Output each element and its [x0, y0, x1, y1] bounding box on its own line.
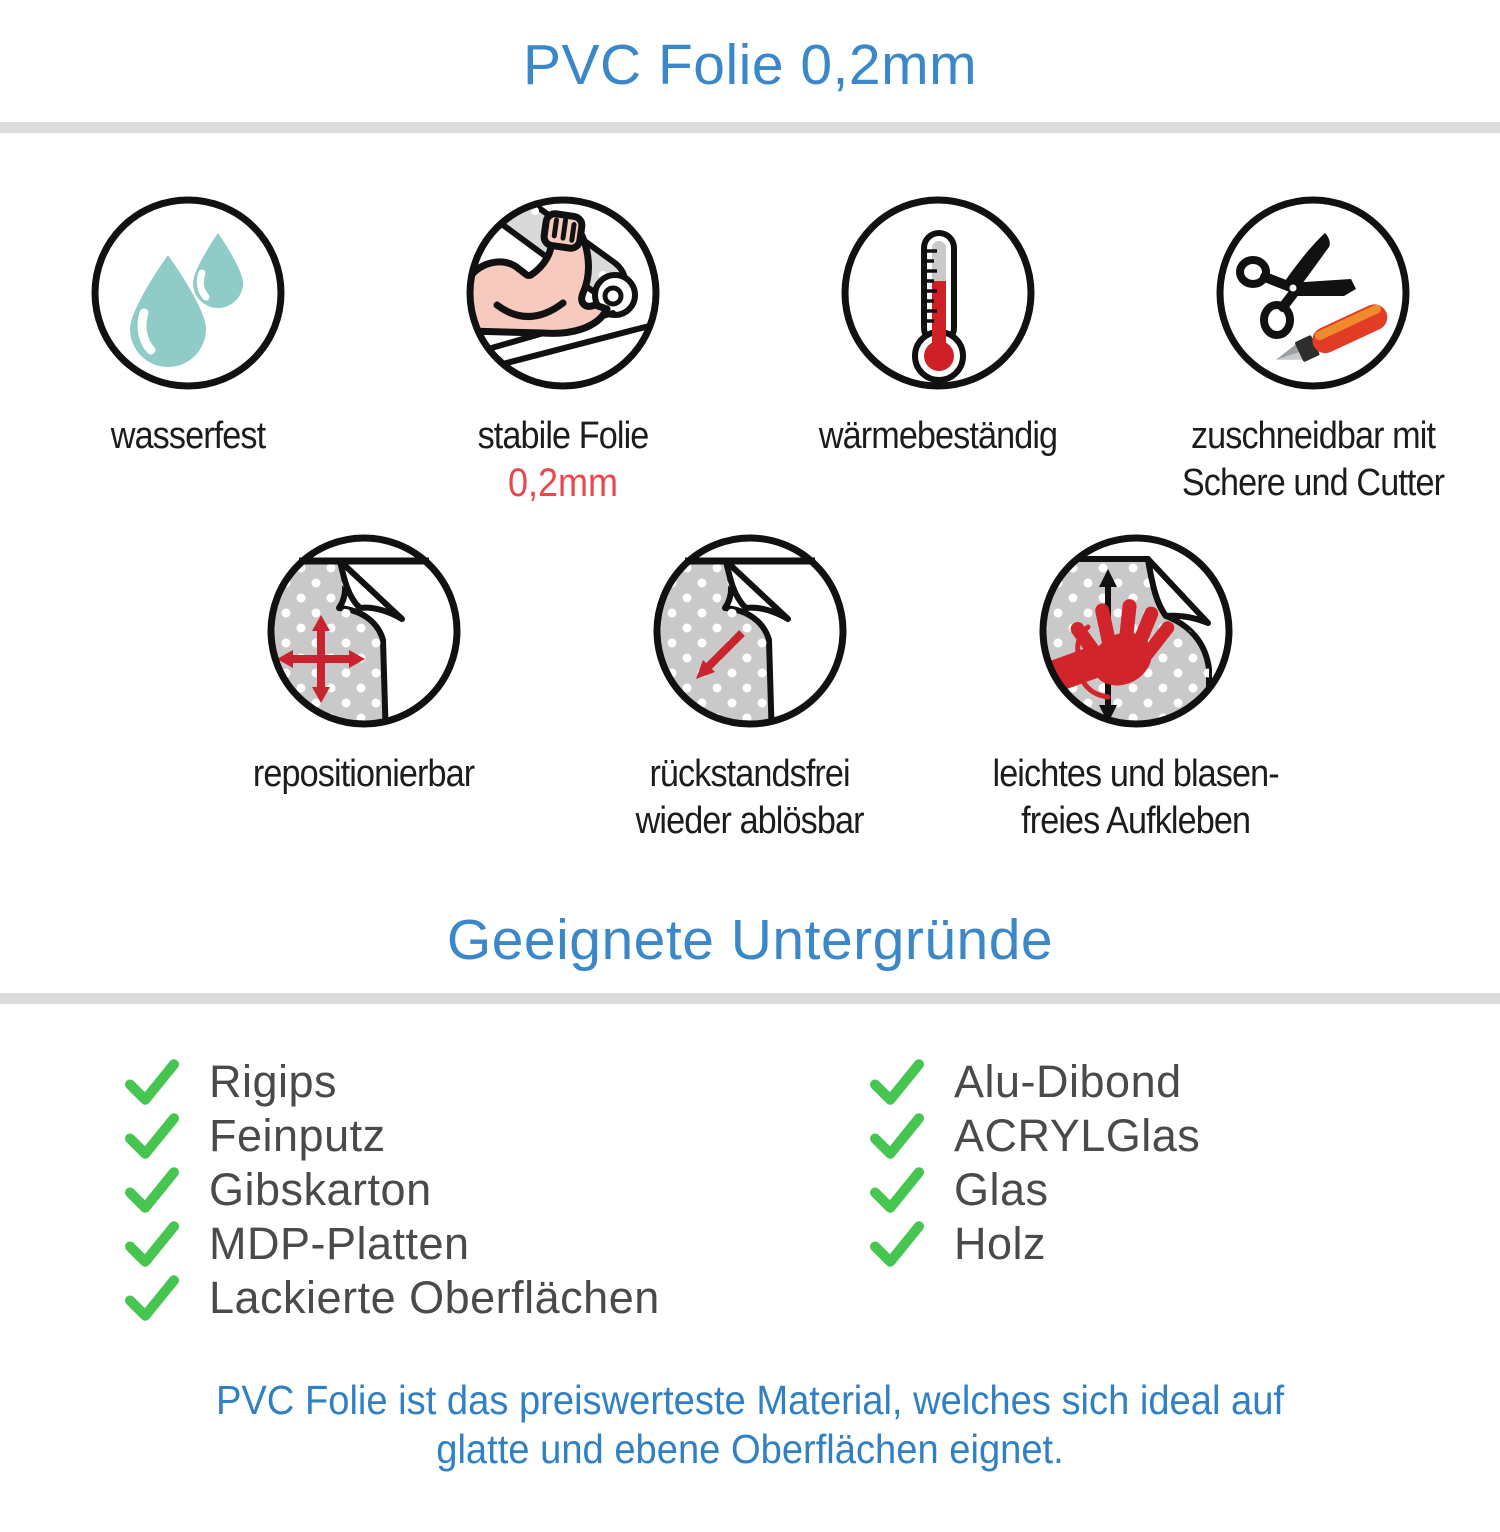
feature-bubble-free — [943, 531, 1329, 845]
water-drops-icon — [88, 193, 288, 393]
feature-heat-resistant — [750, 193, 1125, 460]
check-icon — [125, 1275, 179, 1321]
thermometer-icon — [838, 193, 1038, 393]
feature-label: leichtes und blasen- freies Aufkleben — [992, 753, 1280, 842]
check-icon — [125, 1167, 179, 1213]
list-item-label: MDP-Platten — [209, 1218, 470, 1269]
footer-note: PVC Folie ist das preiswerteste Material, welches sich ideal auf glatte und ebene Oberflächen eignet. — [215, 1377, 1285, 1472]
check-icon — [870, 1221, 924, 1267]
list-item — [125, 1164, 765, 1215]
list-item-label: ACRYLGlas — [954, 1110, 1201, 1161]
check-icon — [125, 1113, 179, 1159]
list-item-label: Holz — [954, 1218, 1047, 1269]
list-item-label: Alu-Dibond — [954, 1056, 1182, 1107]
list-item-label: Lackierte Oberflächen — [209, 1272, 660, 1323]
page-title: PVC Folie 0,2mm — [522, 33, 978, 97]
thickness-value: 0,2mm — [507, 461, 618, 505]
list-item — [870, 1218, 1200, 1269]
list-item — [125, 1218, 765, 1269]
feature-label: stabile Folie 0,2mm — [360, 413, 765, 507]
feature-label: wärmebeständig — [818, 415, 1057, 457]
feature-row-2 — [0, 531, 1500, 845]
reposition-film-icon — [264, 531, 464, 731]
feature-label: zuschneidbar mit Schere und Cutter — [1181, 415, 1444, 504]
check-icon — [125, 1221, 179, 1267]
feature-residue-free — [557, 531, 943, 845]
scissors-cutter-icon — [1213, 193, 1413, 393]
feature-row-1 — [0, 193, 1500, 507]
divider-top — [0, 122, 1500, 133]
check-icon — [870, 1059, 924, 1105]
list-item-label: Rigips — [209, 1056, 338, 1107]
section-title-substrates: Geeignete Untergründe — [446, 908, 1054, 972]
feature-label: rückstandsfrei wieder ablösbar — [636, 753, 864, 842]
list-item-label: Feinputz — [209, 1110, 386, 1161]
divider-middle — [0, 993, 1500, 1004]
list-item — [870, 1164, 1200, 1215]
check-icon — [125, 1059, 179, 1105]
list-item — [870, 1056, 1200, 1107]
feature-waterproof — [0, 193, 375, 460]
residue-free-peel-icon — [650, 531, 850, 731]
substrate-checklist — [0, 1056, 1500, 1330]
check-icon — [870, 1113, 924, 1159]
list-item — [870, 1110, 1201, 1161]
bubble-free-apply-icon — [1036, 531, 1236, 731]
feature-label: repositionierbar — [253, 753, 475, 795]
list-item — [125, 1056, 765, 1107]
feature-repositionable — [171, 531, 557, 798]
checklist-column-right — [870, 1056, 1201, 1330]
list-item-label: Glas — [954, 1164, 1049, 1215]
list-item-label: Gibskarton — [209, 1164, 432, 1215]
feature-cuttable — [1125, 193, 1500, 507]
muscle-film-roll-icon — [463, 193, 663, 393]
check-icon — [870, 1167, 924, 1213]
checklist-column-left — [125, 1056, 765, 1330]
feature-label: wasserfest — [110, 415, 265, 457]
list-item — [125, 1272, 765, 1323]
list-item — [125, 1110, 765, 1161]
feature-stable-film — [375, 193, 750, 507]
